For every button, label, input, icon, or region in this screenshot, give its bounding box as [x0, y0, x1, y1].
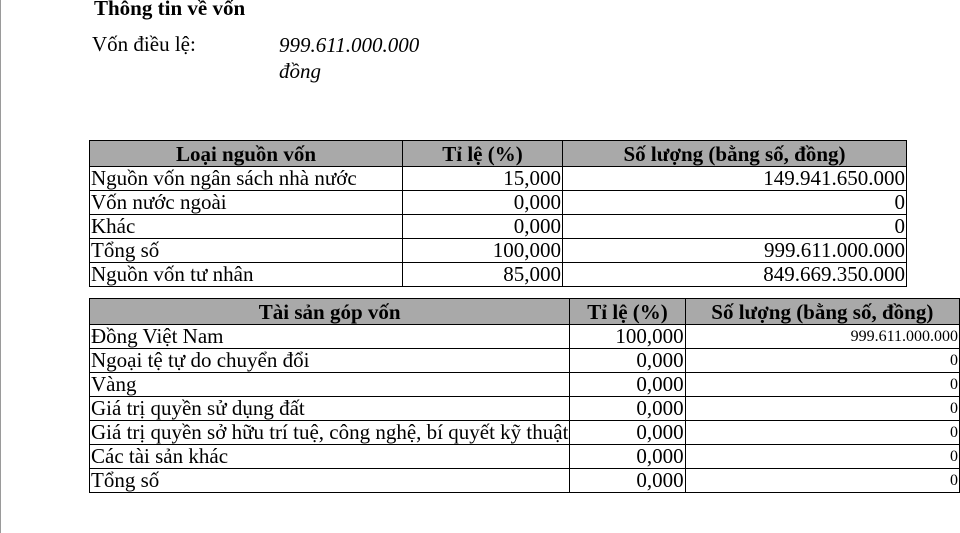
row-amount: 849.669.350.000 [563, 263, 907, 287]
column-header-amount: Số lượng (bằng số, đồng) [563, 141, 907, 167]
table-row [90, 373, 960, 397]
row-amount: 0 [685, 349, 959, 373]
charter-capital-label: Vốn điều lệ: [92, 32, 196, 56]
table-row-total [90, 239, 907, 263]
row-name: Nguồn vốn tư nhân [90, 263, 403, 287]
contributed-assets-table [89, 298, 960, 493]
row-ratio: 0,000 [403, 191, 563, 215]
row-ratio: 0,000 [570, 445, 685, 469]
row-ratio: 0,000 [570, 397, 685, 421]
row-name: Các tài sản khác [90, 445, 570, 469]
row-ratio: 100,000 [403, 239, 563, 263]
row-amount: 0 [563, 215, 907, 239]
table-row [90, 263, 907, 287]
row-ratio: 0,000 [403, 215, 563, 239]
row-ratio: 15,000 [403, 167, 563, 191]
column-header-ratio: Tỉ lệ (%) [403, 141, 563, 167]
row-name: Vốn nước ngoài [90, 191, 403, 215]
charter-capital-value [279, 32, 419, 84]
row-amount: 0 [685, 421, 959, 445]
column-header-amount: Số lượng (bằng số, đồng) [685, 299, 959, 325]
row-amount: 0 [685, 445, 959, 469]
row-name: Ngoại tệ tự do chuyển đổi [90, 349, 570, 373]
page-left-border [0, 0, 1, 533]
charter-capital-unit: đồng [279, 59, 321, 83]
table-row [90, 191, 907, 215]
row-amount: 0 [685, 373, 959, 397]
row-ratio: 85,000 [403, 263, 563, 287]
table-row [90, 215, 907, 239]
capital-sources-table [89, 140, 907, 287]
row-name: Vàng [90, 373, 570, 397]
table-header-row [90, 299, 960, 325]
table-header-row [90, 141, 907, 167]
row-name: Tổng số [90, 469, 570, 493]
column-header-ratio: Tỉ lệ (%) [570, 299, 685, 325]
row-amount: 999.611.000.000 [685, 325, 959, 349]
table-row [90, 421, 960, 445]
row-amount: 0 [685, 469, 959, 493]
table-row [90, 445, 960, 469]
row-amount: 149.941.650.000 [563, 167, 907, 191]
row-amount: 0 [563, 191, 907, 215]
row-name: Tổng số [90, 239, 403, 263]
row-amount: 0 [685, 397, 959, 421]
row-ratio: 0,000 [570, 421, 685, 445]
row-ratio: 100,000 [570, 325, 685, 349]
row-ratio: 0,000 [570, 349, 685, 373]
table-row [90, 349, 960, 373]
table-row [90, 167, 907, 191]
table-row [90, 397, 960, 421]
table-row-total [90, 469, 960, 493]
row-name: Đồng Việt Nam [90, 325, 570, 349]
section-title: Thông tin về vốn [94, 0, 246, 20]
row-name: Nguồn vốn ngân sách nhà nước [90, 167, 403, 191]
column-header-asset-type: Tài sản góp vốn [90, 299, 570, 325]
row-name: Giá trị quyền sử dụng đất [90, 397, 570, 421]
row-ratio: 0,000 [570, 373, 685, 397]
row-ratio: 0,000 [570, 469, 685, 493]
row-amount: 999.611.000.000 [563, 239, 907, 263]
row-name: Khác [90, 215, 403, 239]
row-name: Giá trị quyền sở hữu trí tuệ, công nghệ, bí quyết kỹ thuật [91, 420, 569, 444]
charter-capital-amount: 999.611.000.000 [279, 33, 420, 57]
column-header-source-type: Loại nguồn vốn [90, 141, 403, 167]
table-row [90, 325, 960, 349]
